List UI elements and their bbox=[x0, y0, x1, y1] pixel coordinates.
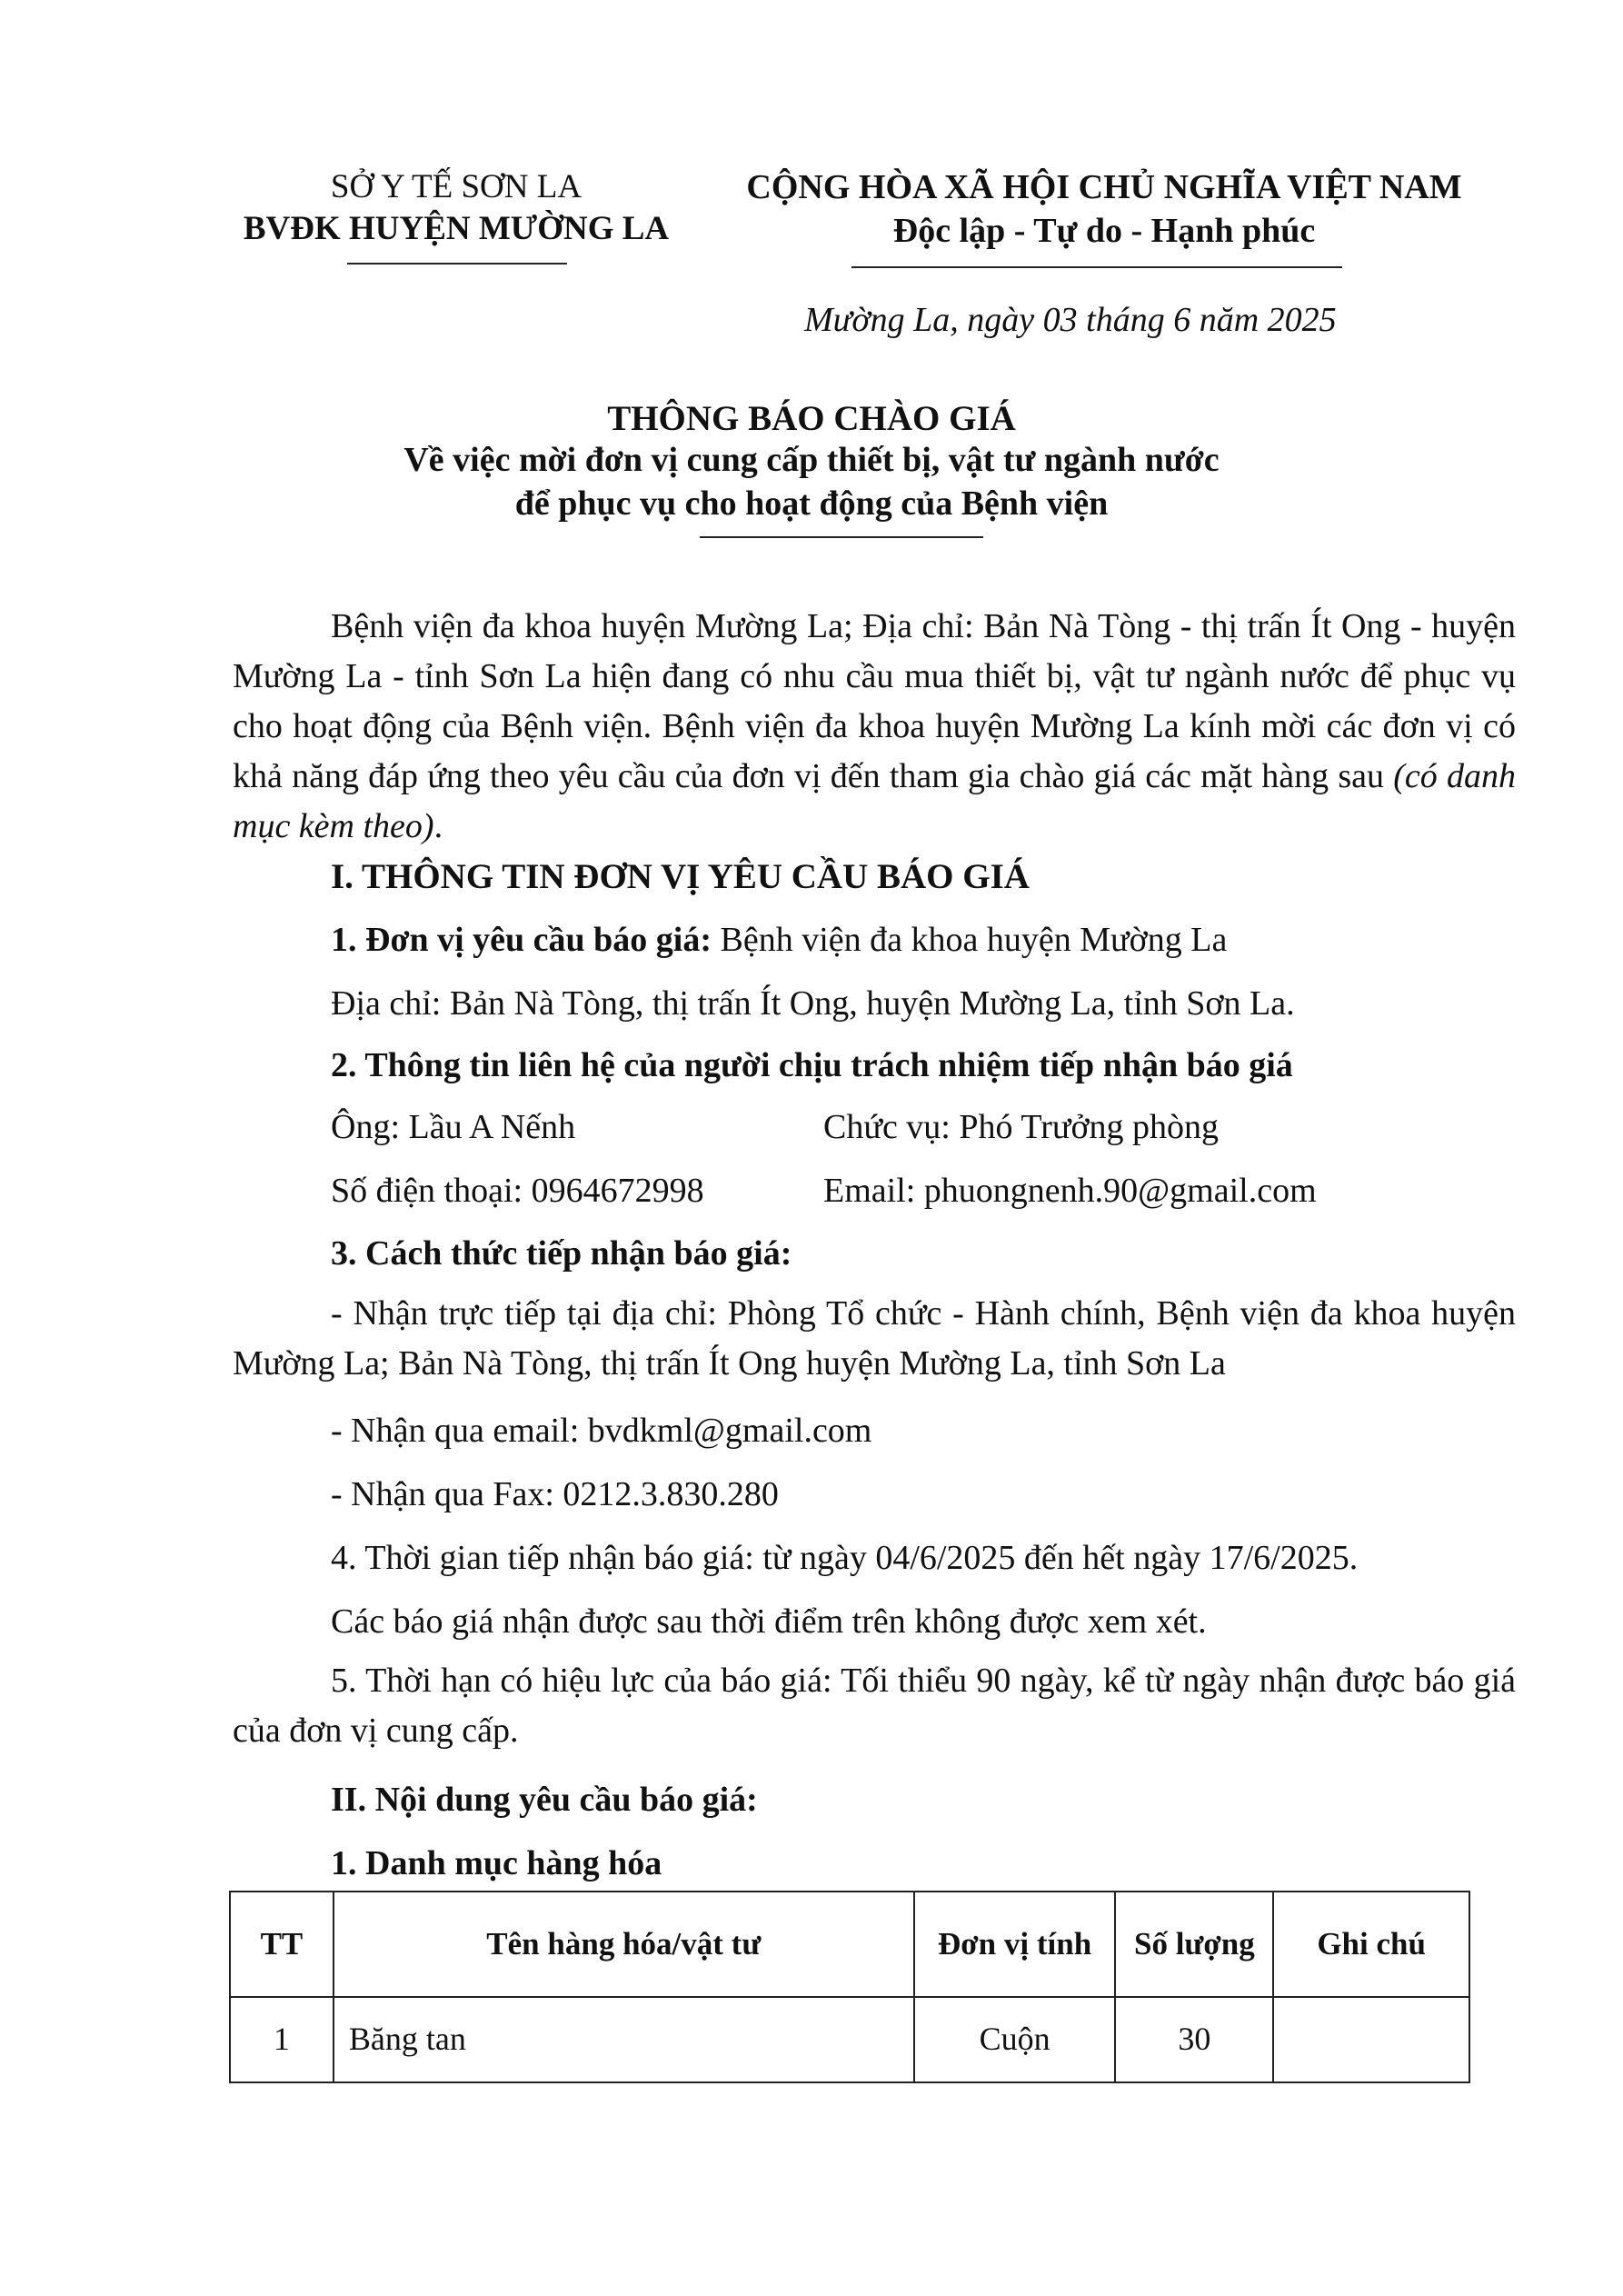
col-header-note: Ghi chú bbox=[1273, 1892, 1469, 1997]
goods-table bbox=[229, 1891, 1470, 2083]
validity-paragraph: 5. Thời hạn có hiệu lực của báo giá: Tối thiểu 90 ngày, kể từ ngày nhận được báo giá của đơn vị cung cấp. bbox=[233, 1662, 1516, 1750]
section-2-heading: II. Nội dung yêu cầu báo giá: bbox=[331, 1781, 758, 1819]
document-subtitle-2: để phục vụ cho hoạt động của Bệnh viện bbox=[514, 484, 1109, 523]
contact-name: Ông: Lầu A Nếnh bbox=[331, 1108, 576, 1146]
cell-name: Băng tan bbox=[334, 1997, 914, 2082]
contact-phone: Số điện thoại: 0964672998 bbox=[331, 1172, 704, 1210]
receive-email: - Nhận qua email: bvdkml@gmail.com bbox=[331, 1412, 872, 1450]
receive-method-heading: 3. Cách thức tiếp nhận báo giá: bbox=[331, 1234, 792, 1273]
requester-address: Địa chỉ: Bản Nà Tòng, thị trấn Ít Ong, huyện Mường La, tỉnh Sơn La. bbox=[331, 984, 1295, 1023]
date-line: Mường La, ngày 03 tháng 6 năm 2025 bbox=[804, 301, 1337, 339]
agency-parent: SỞ Y TẾ SƠN LA bbox=[330, 168, 582, 205]
col-header-qty: Số lượng bbox=[1115, 1892, 1273, 1997]
intro-end: . bbox=[433, 807, 443, 845]
receive-fax: - Nhận qua Fax: 0212.3.830.280 bbox=[331, 1475, 779, 1513]
table-row bbox=[230, 1997, 1469, 2082]
receive-direct: - Nhận trực tiếp tại địa chỉ: Phòng Tổ chức - Hành chính, Bệnh viện đa khoa huyện Mường La; Bản Nà Tòng, thị trấn Ít Ong huyện Mường La, tỉnh Sơn La bbox=[233, 1294, 1516, 1383]
cell-unit: Cuộn bbox=[914, 1997, 1116, 2082]
section-1-heading: I. THÔNG TIN ĐƠN VỊ YÊU CẦU BÁO GIÁ bbox=[331, 857, 1030, 896]
agency-header bbox=[211, 167, 702, 250]
cell-tt: 1 bbox=[230, 1997, 334, 2082]
contact-heading: 2. Thông tin liên hệ của người chịu trách nhiệm tiếp nhận báo giá bbox=[331, 1046, 1293, 1084]
requester-line bbox=[331, 920, 1227, 962]
contact-email: Email: phuongnenh.90@gmail.com bbox=[823, 1172, 1317, 1210]
table-header-row bbox=[230, 1892, 1469, 1997]
national-name: CỘNG HÒA XÃ HỘI CHỦ NGHĨA VIỆT NAM bbox=[746, 168, 1462, 206]
col-header-name: Tên hàng hóa/vật tư bbox=[334, 1892, 914, 1997]
col-header-unit: Đơn vị tính bbox=[914, 1892, 1116, 1997]
receive-period-note: Các báo giá nhận được sau thời điểm trên không được xem xét. bbox=[331, 1602, 1207, 1641]
cell-qty: 30 bbox=[1115, 1997, 1273, 2082]
receive-period: 4. Thời gian tiếp nhận báo giá: từ ngày 04/6/2025 đến hết ngày 17/6/2025. bbox=[331, 1539, 1359, 1577]
cell-note bbox=[1273, 1997, 1469, 2082]
intro-italic: (có danh mục kèm theo) bbox=[233, 757, 1516, 845]
national-motto: Độc lập - Tự do - Hạnh phúc bbox=[892, 211, 1316, 250]
document-subtitle-1: Về việc mời đơn vị cung cấp thiết bị, vật tư ngành nước bbox=[403, 441, 1220, 479]
motto-underline bbox=[851, 266, 1342, 268]
col-header-tt: TT bbox=[230, 1892, 334, 1997]
goods-list-heading: 1. Danh mục hàng hóa bbox=[331, 1844, 662, 1882]
intro-text: Bệnh viện đa khoa huyện Mường La; Địa chỉ: Bản Nà Tòng - thị trấn Ít Ong - huyện Mường La - tỉnh Sơn La hiện đang có nhu cầu mua thiết bị, vật tư ngành nước để phục vụ cho hoạt động của Bệnh viện. Bệnh viện đa khoa huyện Mường La kính mời các đơn vị có khả năng đáp ứng theo yêu cầu của đơn vị đến tham gia chào giá các mặt hàng sau bbox=[233, 607, 1516, 795]
agency-name: BVĐK HUYỆN MƯỜNG LA bbox=[243, 210, 670, 248]
title-underline bbox=[700, 536, 983, 538]
requester-label: 1. Đơn vị yêu cầu báo giá: bbox=[331, 921, 712, 959]
document-title: THÔNG BÁO CHÀO GIÁ bbox=[607, 399, 1016, 438]
national-header bbox=[718, 167, 1490, 252]
intro-paragraph bbox=[233, 602, 1516, 852]
contact-position: Chức vụ: Phó Trưởng phòng bbox=[823, 1108, 1220, 1146]
requester-value: Bệnh viện đa khoa huyện Mường La bbox=[712, 921, 1228, 959]
agency-underline bbox=[347, 263, 567, 265]
